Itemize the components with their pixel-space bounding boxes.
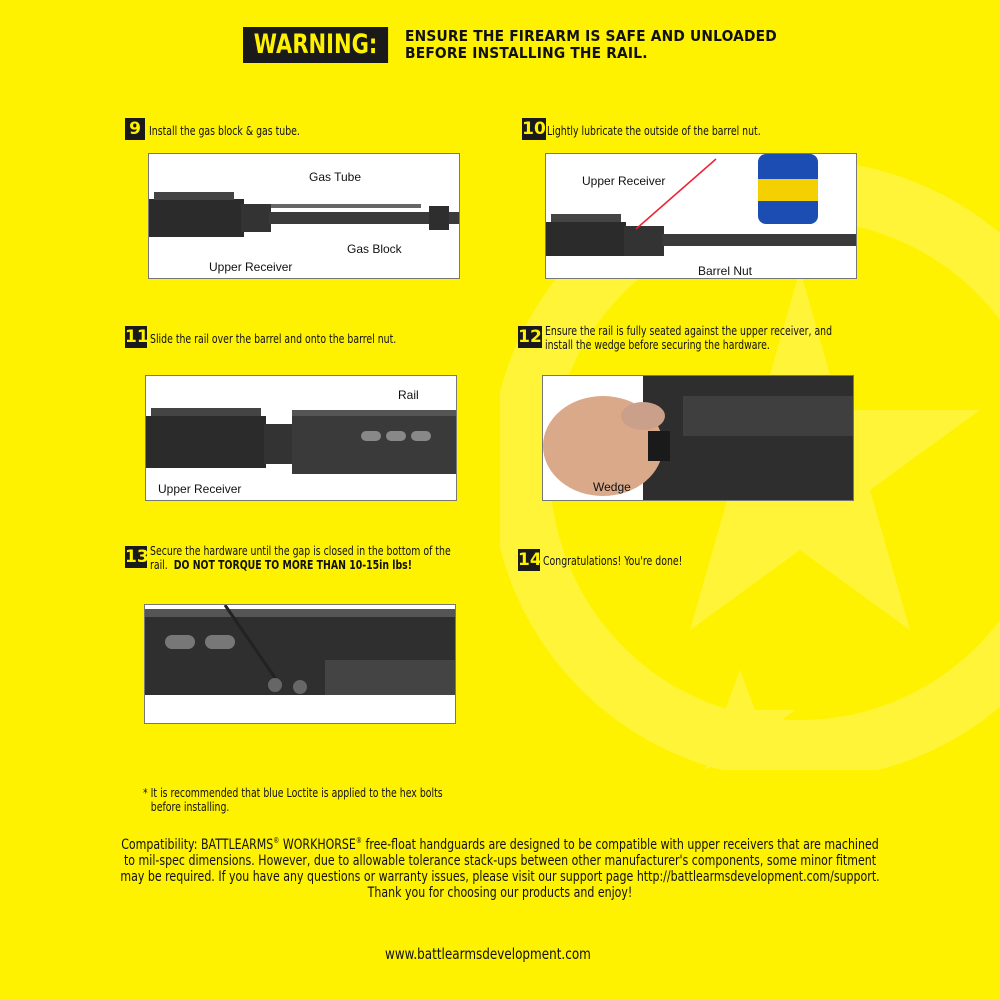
step-number-12: 12 — [518, 327, 542, 347]
label-upper-receiver: Upper Receiver — [158, 482, 242, 496]
label-wedge: Wedge — [593, 480, 631, 494]
step-11-photo — [145, 375, 457, 501]
label-gas-block: Gas Block — [347, 242, 402, 256]
step-number-9: 9 — [125, 118, 145, 140]
step-text-14: Congratulations! You're done! — [543, 554, 683, 568]
label-upper-receiver: Upper Receiver — [209, 260, 293, 274]
step-text-12: Ensure the rail is fully seated against the upper receiver, and install the wedge before securing the hardware. — [545, 324, 833, 352]
step-10-photo — [545, 153, 857, 279]
step-9-photo — [148, 153, 460, 279]
step-text-9: Install the gas block & gas tube. — [149, 124, 300, 138]
step-text-10: Lightly lubricate the outside of the barrel nut. — [547, 124, 761, 138]
step-text-13: Secure the hardware until the gap is closed in the bottom of the rail. DO NOT TORQUE TO MORE THAN 10-15in lbs! — [150, 544, 451, 572]
step-13-photo — [144, 604, 456, 724]
step-12-photo — [542, 375, 854, 501]
website-link[interactable]: www.battlearmsdevelopment.com — [385, 945, 591, 963]
warning-text: ENSURE THE FIREARM IS SAFE AND UNLOADED BEFORE INSTALLING THE RAIL. — [405, 27, 777, 62]
label-rail: Rail — [398, 388, 419, 402]
step-number-13: 13 — [125, 547, 149, 567]
step-number-10: 10 — [522, 119, 546, 139]
compatibility-text: Compatibility: BATTLEARMS® WORKHORSE® free-float handguards are designed to be compatible with upper receivers that are machined to mil-spec dimensions. However, due to allowable tolerance stack-ups between other manufacturer's components, some minor fitment may be required. If you have any questions or warranty issues, please visit our support page http://battlearmsdevelopment.com/support. Thank you for choosing our products and enjoy! — [120, 836, 880, 901]
step-text-11: Slide the rail over the barrel and onto the barrel nut. — [150, 332, 397, 346]
label-upper-receiver: Upper Receiver — [582, 174, 666, 188]
label-gas-tube: Gas Tube — [309, 170, 362, 184]
loctite-note: * It is recommended that blue Loctite is applied to the hex bolts before installing. — [143, 786, 443, 814]
step-number-11: 11 — [125, 327, 149, 347]
step-number-14: 14 — [518, 550, 542, 570]
label-barrel-nut: Barrel Nut — [698, 264, 753, 278]
warning-badge: WARNING: — [243, 27, 388, 63]
